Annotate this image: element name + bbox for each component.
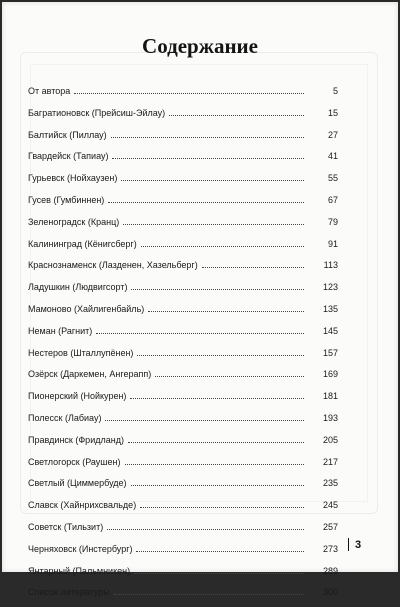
toc-dot-leader [112,149,304,159]
toc-entry [28,433,338,455]
toc-entry [28,542,338,564]
toc-dot-leader [136,542,304,552]
toc-entry [28,215,338,237]
page-number [348,538,361,551]
toc-dot-leader [131,280,304,290]
toc-entry-label: Светлый (Циммербуде) [28,478,127,489]
toc-dot-leader [123,215,304,225]
toc-entry-label: Полесск (Лабиау) [28,412,102,423]
toc-entry-label: Светлогорск (Раушен) [28,456,121,467]
toc-dot-leader [155,367,304,377]
book-page [2,2,398,598]
toc-entry [28,106,338,128]
toc-entry-label: Зеленоградск (Кранц) [28,216,120,227]
toc-entry-page: 245 [322,500,338,511]
toc-entry-label: Мамоново (Хайлигенбайль) [28,303,145,314]
toc-entry-page: 15 [327,107,338,118]
toc-dot-leader [107,520,304,530]
toc-entry [28,302,338,324]
toc-dot-leader [111,128,304,138]
toc-entry-page: 157 [322,347,338,358]
page-number-value: 3 [355,538,362,551]
toc-entry [28,258,338,280]
toc-entry [28,149,338,171]
toc-dot-leader [169,106,304,116]
toc-entry-label: Краснознаменск (Лазденен, Хазельберг) [28,260,198,271]
toc-dot-leader [105,411,304,421]
toc-entry-page: 5 [332,86,338,96]
toc-entry-label: Нестеров (Шталлупёнен) [28,347,134,358]
toc-entry-label: Неман (Рагнит) [28,325,93,336]
toc-entry-label: От автора [28,86,71,96]
toc-entry-label: Багратионовск (Прейсиш-Эйлау) [28,107,166,118]
toc-dot-leader [140,498,304,508]
toc-entry [28,324,338,346]
toc-dot-leader [96,324,304,334]
toc-entry-label: Гвардейск (Тапиау) [28,151,109,162]
toc-entry [28,520,338,542]
toc-entry-page: 205 [322,434,338,445]
toc-entry-page: 79 [327,216,338,227]
toc-entry-page: 217 [322,456,338,467]
toc-entry-page: 27 [327,129,338,140]
toc-entry [28,498,338,520]
toc-dot-leader [131,476,304,486]
toc-dot-leader [108,193,304,203]
toc-entry-page: 300 [322,587,338,598]
toc-dot-leader [134,564,304,574]
toc-entry-label: Советск (Тильзит) [28,521,104,532]
toc-dot-leader [130,389,304,399]
toc-entry-label: Янтарный (Пальмникен) [28,565,131,576]
toc-entry [28,128,338,150]
toc-entry [28,237,338,259]
toc-entry-label: Балтийск (Пиллау) [28,129,107,140]
page-number-divider [348,538,349,551]
toc-dot-leader [141,237,304,247]
toc-entry-page: 113 [323,260,338,271]
toc-entry [28,585,338,607]
toc-entry-page: 169 [322,369,338,380]
toc-entry-page: 289 [322,565,338,576]
toc-entry-label: Калининград (Кёнигсберг) [28,238,137,249]
toc-entry-label: Ладушкин (Людвигсорт) [28,282,128,293]
toc-dot-leader [114,585,304,595]
toc-dot-leader [148,302,304,312]
toc-entry-page: 67 [327,194,338,205]
toc-entry-page: 135 [322,303,338,314]
table-of-contents [28,84,338,607]
toc-dot-leader [128,433,304,443]
toc-dot-leader [137,346,304,356]
toc-entry-page: 41 [327,151,338,162]
toc-entry-label: Пионерский (Нойкурен) [28,391,127,402]
toc-entry [28,367,338,389]
toc-entry [28,346,338,368]
toc-entry-label: Список литературы [28,587,110,598]
toc-entry-label: Озёрск (Даркемен, Ангерапп) [28,369,152,380]
toc-entry-page: 55 [327,173,338,184]
toc-entry [28,171,338,193]
toc-entry-page: 181 [322,391,338,402]
toc-entry [28,411,338,433]
toc-entry [28,564,338,586]
toc-entry-label: Черняховск (Инстербург) [28,543,133,554]
toc-dot-leader [121,171,304,181]
toc-entry-page: 257 [322,521,338,532]
toc-entry-page: 123 [322,282,338,293]
toc-entry [28,193,338,215]
toc-entry-label: Правдинск (Фридланд) [28,434,124,445]
toc-entry-page: 145 [322,325,338,336]
toc-entry-page: 235 [322,478,338,489]
toc-entry [28,280,338,302]
toc-entry-label: Гурьевск (Нойхаузен) [28,173,118,184]
toc-dot-leader [202,258,304,268]
toc-entry-page: 91 [327,238,338,249]
toc-dot-leader [74,84,304,94]
toc-entry-page: 193 [322,412,338,423]
toc-dot-leader [125,455,304,465]
toc-entry [28,389,338,411]
toc-entry [28,84,338,106]
toc-entry-page: 273 [322,543,338,554]
toc-entry-label: Гусев (Гумбиннен) [28,194,105,205]
toc-entry-label: Славск (Хайнрихсвальде) [28,500,137,511]
toc-entry [28,476,338,498]
page-title: Содержание [142,34,258,58]
toc-entry [28,455,338,477]
